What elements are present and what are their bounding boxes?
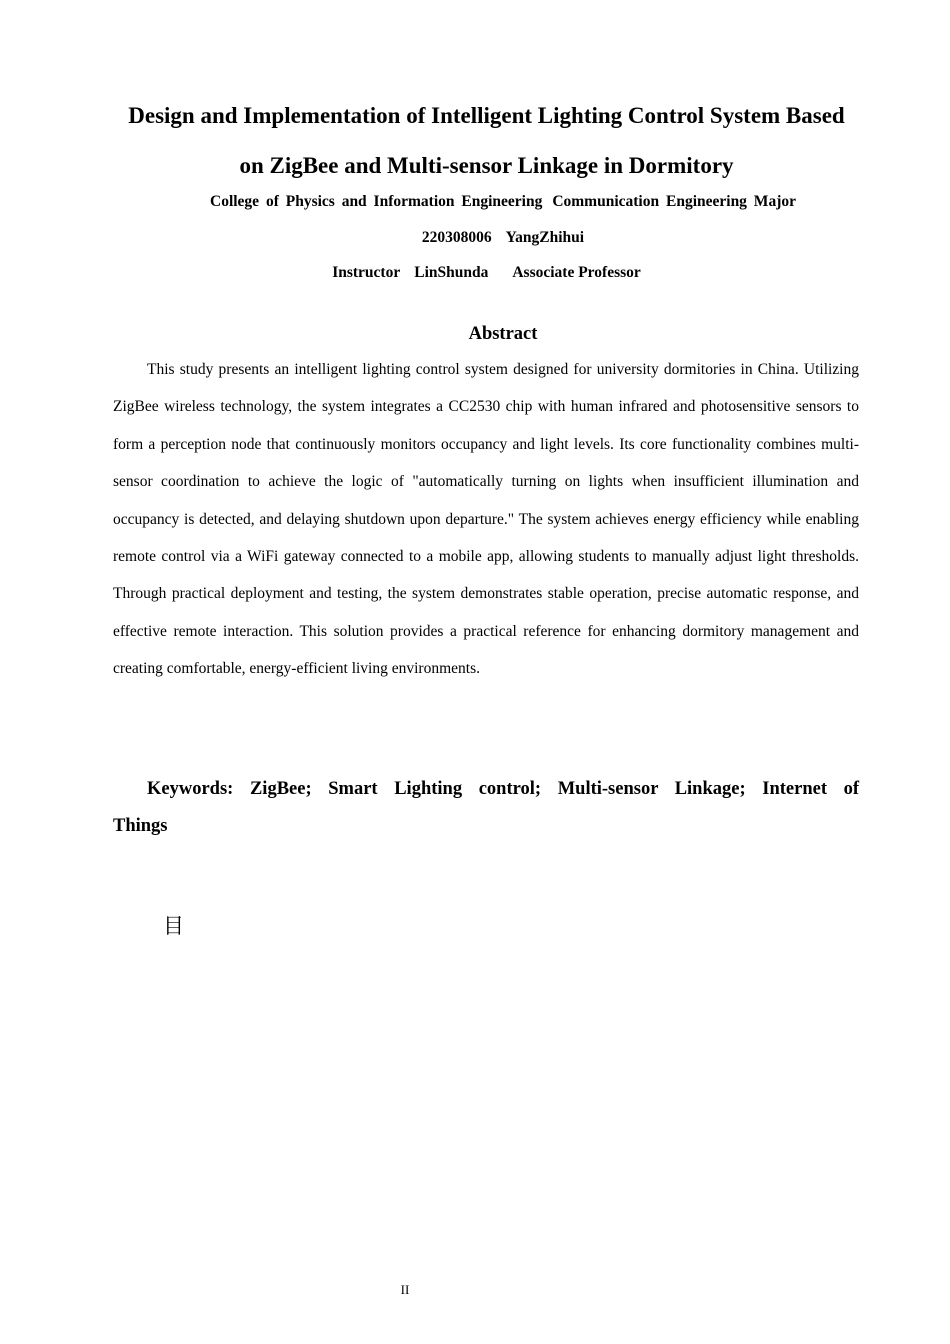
college-name: College of Physics and Information Engineering — [210, 193, 543, 210]
affiliation-line — [100, 192, 906, 212]
abstract-paragraph: This study presents an intelligent lighting control system designed for university dormitories in China. Utilizing ZigBee wireless technology, the system integrates a CC2530 chip with human infrared and photosensitive sensors to form a perception node that continuously monitors occupancy and light levels. Its core functionality combines multi-sensor coordination to achieve the logic of "automatically turning on lights when insufficient illumination and occupancy is detected, and delaying shutdown upon departure." The system achieves energy efficiency while enabling remote control via a WiFi gateway connected to a mobile app, allowing students to manually adjust light thresholds. Through practical deployment and testing, the system demonstrates stable operation, precise automatic response, and effective remote interaction. This solution provides a practical reference for enhancing dormitory management and creating comfortable, energy-efficient living environments. — [113, 361, 859, 678]
instructor-title: Associate Professor — [512, 264, 641, 281]
keyword-item: Multi-sensor Linkage; — [557, 779, 746, 799]
instructor-line — [100, 263, 873, 283]
keyword-item: ZigBee; — [249, 779, 312, 799]
student-id: 220308006 — [421, 229, 492, 246]
title-line-1: Design and Implementation of Intelligent Lighting Control System Based — [128, 103, 845, 128]
student-name: YangZhihui — [505, 229, 585, 246]
keyword-item: Internet of Things — [113, 779, 860, 836]
toc-heading-fragment: 目 — [163, 914, 184, 938]
abstract-heading: Abstract — [468, 324, 538, 344]
keywords-label: Keywords: — [147, 779, 234, 799]
instructor-name: LinShunda — [414, 264, 489, 281]
student-line — [100, 228, 906, 248]
major-name: Communication Engineering Major — [552, 193, 796, 210]
instructor-label: Instructor — [332, 264, 401, 281]
keyword-item: Smart Lighting control; — [328, 779, 542, 799]
keywords-line — [113, 771, 859, 845]
title-line-2: on ZigBee and Multi-sensor Linkage in Dormitory — [239, 153, 734, 178]
page-number: II — [400, 1282, 410, 1297]
